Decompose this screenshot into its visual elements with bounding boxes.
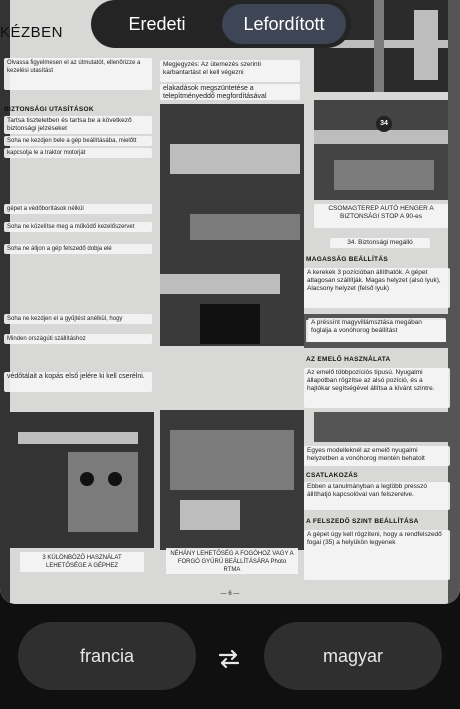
stop-caption: CSOMAGTEREP AUTÓ HENGER A BIZTONSÁGI STOP A 90-es [314,204,448,228]
safety-row-5: Soha ne álljon a gép felszedő dobja elé [4,244,152,254]
photo-bottom-left [8,412,154,548]
tab-translated[interactable]: Lefordított [222,4,346,44]
pickup-heading: A FELSZEDŐ SZINT BEÁLLÍTÁSA [306,518,419,525]
height-text: A kerekek 3 pozícióban állíthatók. A gépet atlagosan szállítják. Magas helyzet (alsó lyuk), Alacsony helyzet (felső lyuk) [304,268,450,308]
page-number: — 6 — [220,591,240,597]
caption-left: 3 KÜLÖNBÖZŐ HASZNÁLAT LEHETŐSÉGE A GÉPHEZ [20,552,144,572]
callout-badge-34: 34 [376,116,392,132]
swap-languages-icon[interactable] [214,644,244,674]
jack-heading: AZ EMELŐ HASZNÁLATA [306,356,391,363]
coupling-text: Ebben a tanulmányban a legtöbb presszó állíthatjó kapcsolóval van felszerelve. [304,482,450,510]
source-language-button[interactable]: francia [18,622,196,690]
height-heading: MAGASSÁG BEÁLLÍTÁS [306,256,388,263]
target-language-button[interactable]: magyar [264,622,442,690]
caption-center: NÉHÁNY LEHETŐSÉG A FOGÓHOZ VAGY A FORGÓ GYŰRŰ BEÁLLÍTÁSÁRA Photo RTMA [166,548,298,574]
tab-original[interactable]: Eredeti [128,14,186,34]
pickup-text: A gépet úgy kell rögzíteni, hogy a rendfelszedő fogai (35) a helyükön legyenek [304,530,450,580]
jack-note: Egyes modelleknél az emelő nyugalmi helyzetben a vonóhorog mentén behatolt [304,446,450,466]
photo-bottom-center [160,410,304,550]
intro-text: Olvassa figyelmesen el az útmutatót, ellenőrizze a kezelési utasítást [4,58,152,90]
press-text: A préssínt magyvillámsztása megában foglalja a vonóhorog beállítást [308,318,446,342]
safety-row-3: gépet a védőborítások nélkül [4,204,152,214]
language-bar [0,604,460,709]
photo-machine-center [160,104,304,346]
photo-jack [314,412,448,442]
safety-row-7: Minden országúti szállításhoz [4,334,152,344]
photo-right [314,100,448,200]
coupling-heading: CSATLAKOZÁS [306,472,358,479]
safety-row-6: Soha ne kezdjen el a gyűjtést anélkül, hogy [4,314,152,324]
note-text: Megjegyzés: Az ütemezés szerinti karbantartást el kell végezni [160,60,300,82]
safety-heading: BIZTONSÁGI UTASÍTÁSOK [4,106,94,113]
view-toggle [91,0,351,48]
jack-text: Az emelő többpozíciós típusú. Nyugalmi állapotban rögzítse az alsó pozíció, és a hajtókar segítségével állítsa a kívánt szintre. [304,368,450,408]
jam-text: elakadások megszüntetése a telepítményeddő megfordításával [160,84,300,100]
safety-row-1: Soha ne kezdjen bele a gép beállításába, mielőtt [4,136,152,146]
safety-row-2: kapcsolja le a traktor motorját [4,148,152,158]
wear-text: védőtálait a kopás első jelére ki kell cserélni. [4,372,152,392]
stop-caption-2: 34. Biztonsági megálló [330,238,430,248]
safety-row-4: Soha ne közelítse meg a működő kezelőszervet [4,222,152,232]
header-left: KÉZBEN [0,24,64,41]
safety-intro: Tartsa tiszteletben és tartsa be a következő biztonsági jelzéseket [4,116,152,134]
